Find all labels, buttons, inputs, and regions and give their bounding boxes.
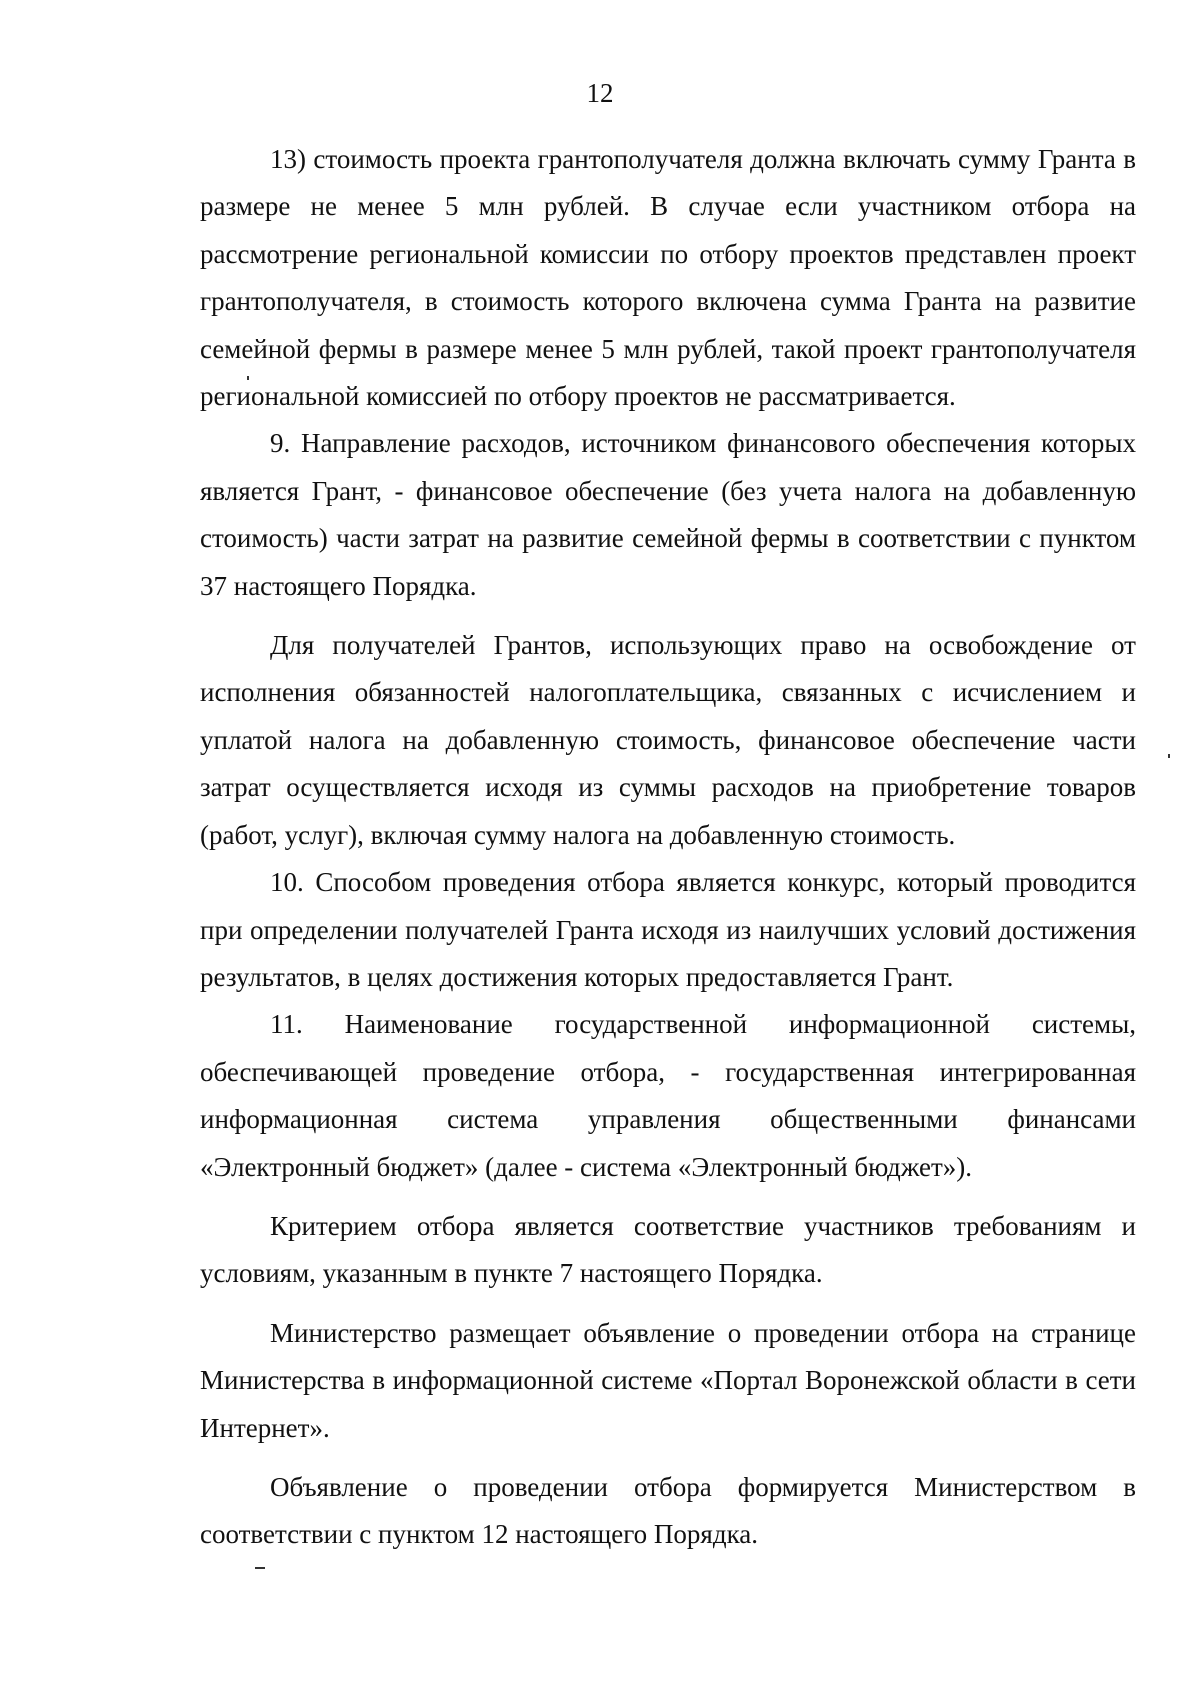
page-number: 12 (586, 78, 614, 108)
paragraph-section-9: 9. Направление расходов, источником финансового обеспечения которых является Грант, - финансовое обеспечение (без учета налога на добавленную стоимость) части затрат на развитие семейной фермы в соответствии с пунктом 37 настоящего Порядка. (200, 428, 1136, 601)
paragraph-item-13: 13) стоимость проекта грантополучателя должна включать сумму Гранта в размере не менее 5 млн рублей. В случае если участником отбора на рассмотрение региональной комиссии по отбору проектов представлен проект грантополучателя, в стоимость которого включена сумма Гранта на развитие семейной фермы в размере менее 5 млн рублей, такой проект грантополучателя региональной комиссией по отбору проектов не рассматривается. (200, 144, 1136, 412)
paragraph-selection-criterion: Критерием отбора является соответствие участников требованиям и условиям, указанным в пункте 7 настоящего Порядка. (200, 1210, 1136, 1289)
scan-artifact-mark (255, 1567, 265, 1569)
scan-artifact-mark (1168, 754, 1170, 758)
document-body (200, 136, 1136, 1559)
paragraph-section-11: 11. Наименование государственной информационной системы, обеспечивающей проведение отбора, - государственная интегрированная информационная система управления общественными финансами «Электронный бюджет» (далее - система «Электронный бюджет»). (200, 1009, 1136, 1182)
scan-artifact-mark (247, 376, 249, 380)
paragraph-announcement-placement: Министерство размещает объявление о проведении отбора на странице Министерства в информационной системе «Портал Воронежской области в сети Интернет». (200, 1317, 1136, 1443)
paragraph-announcement-formation: Объявление о проведении отбора формируется Министерством в соответствии с пунктом 12 настоящего Порядка. (200, 1471, 1136, 1550)
paragraph-vat-exemption: Для получателей Грантов, использующих право на освобождение от исполнения обязанностей налогоплательщика, связанных с исчислением и уплатой налога на добавленную стоимость, финансовое обеспечение части затрат осуществляется исходя из суммы расходов на приобретение товаров (работ, услуг), включая сумму налога на добавленную стоимость. (200, 630, 1136, 850)
paragraph-section-10: 10. Способом проведения отбора является конкурс, который проводится при определении получателей Гранта исходя из наилучших условий достижения результатов, в целях достижения которых предоставляется Грант. (200, 867, 1136, 992)
